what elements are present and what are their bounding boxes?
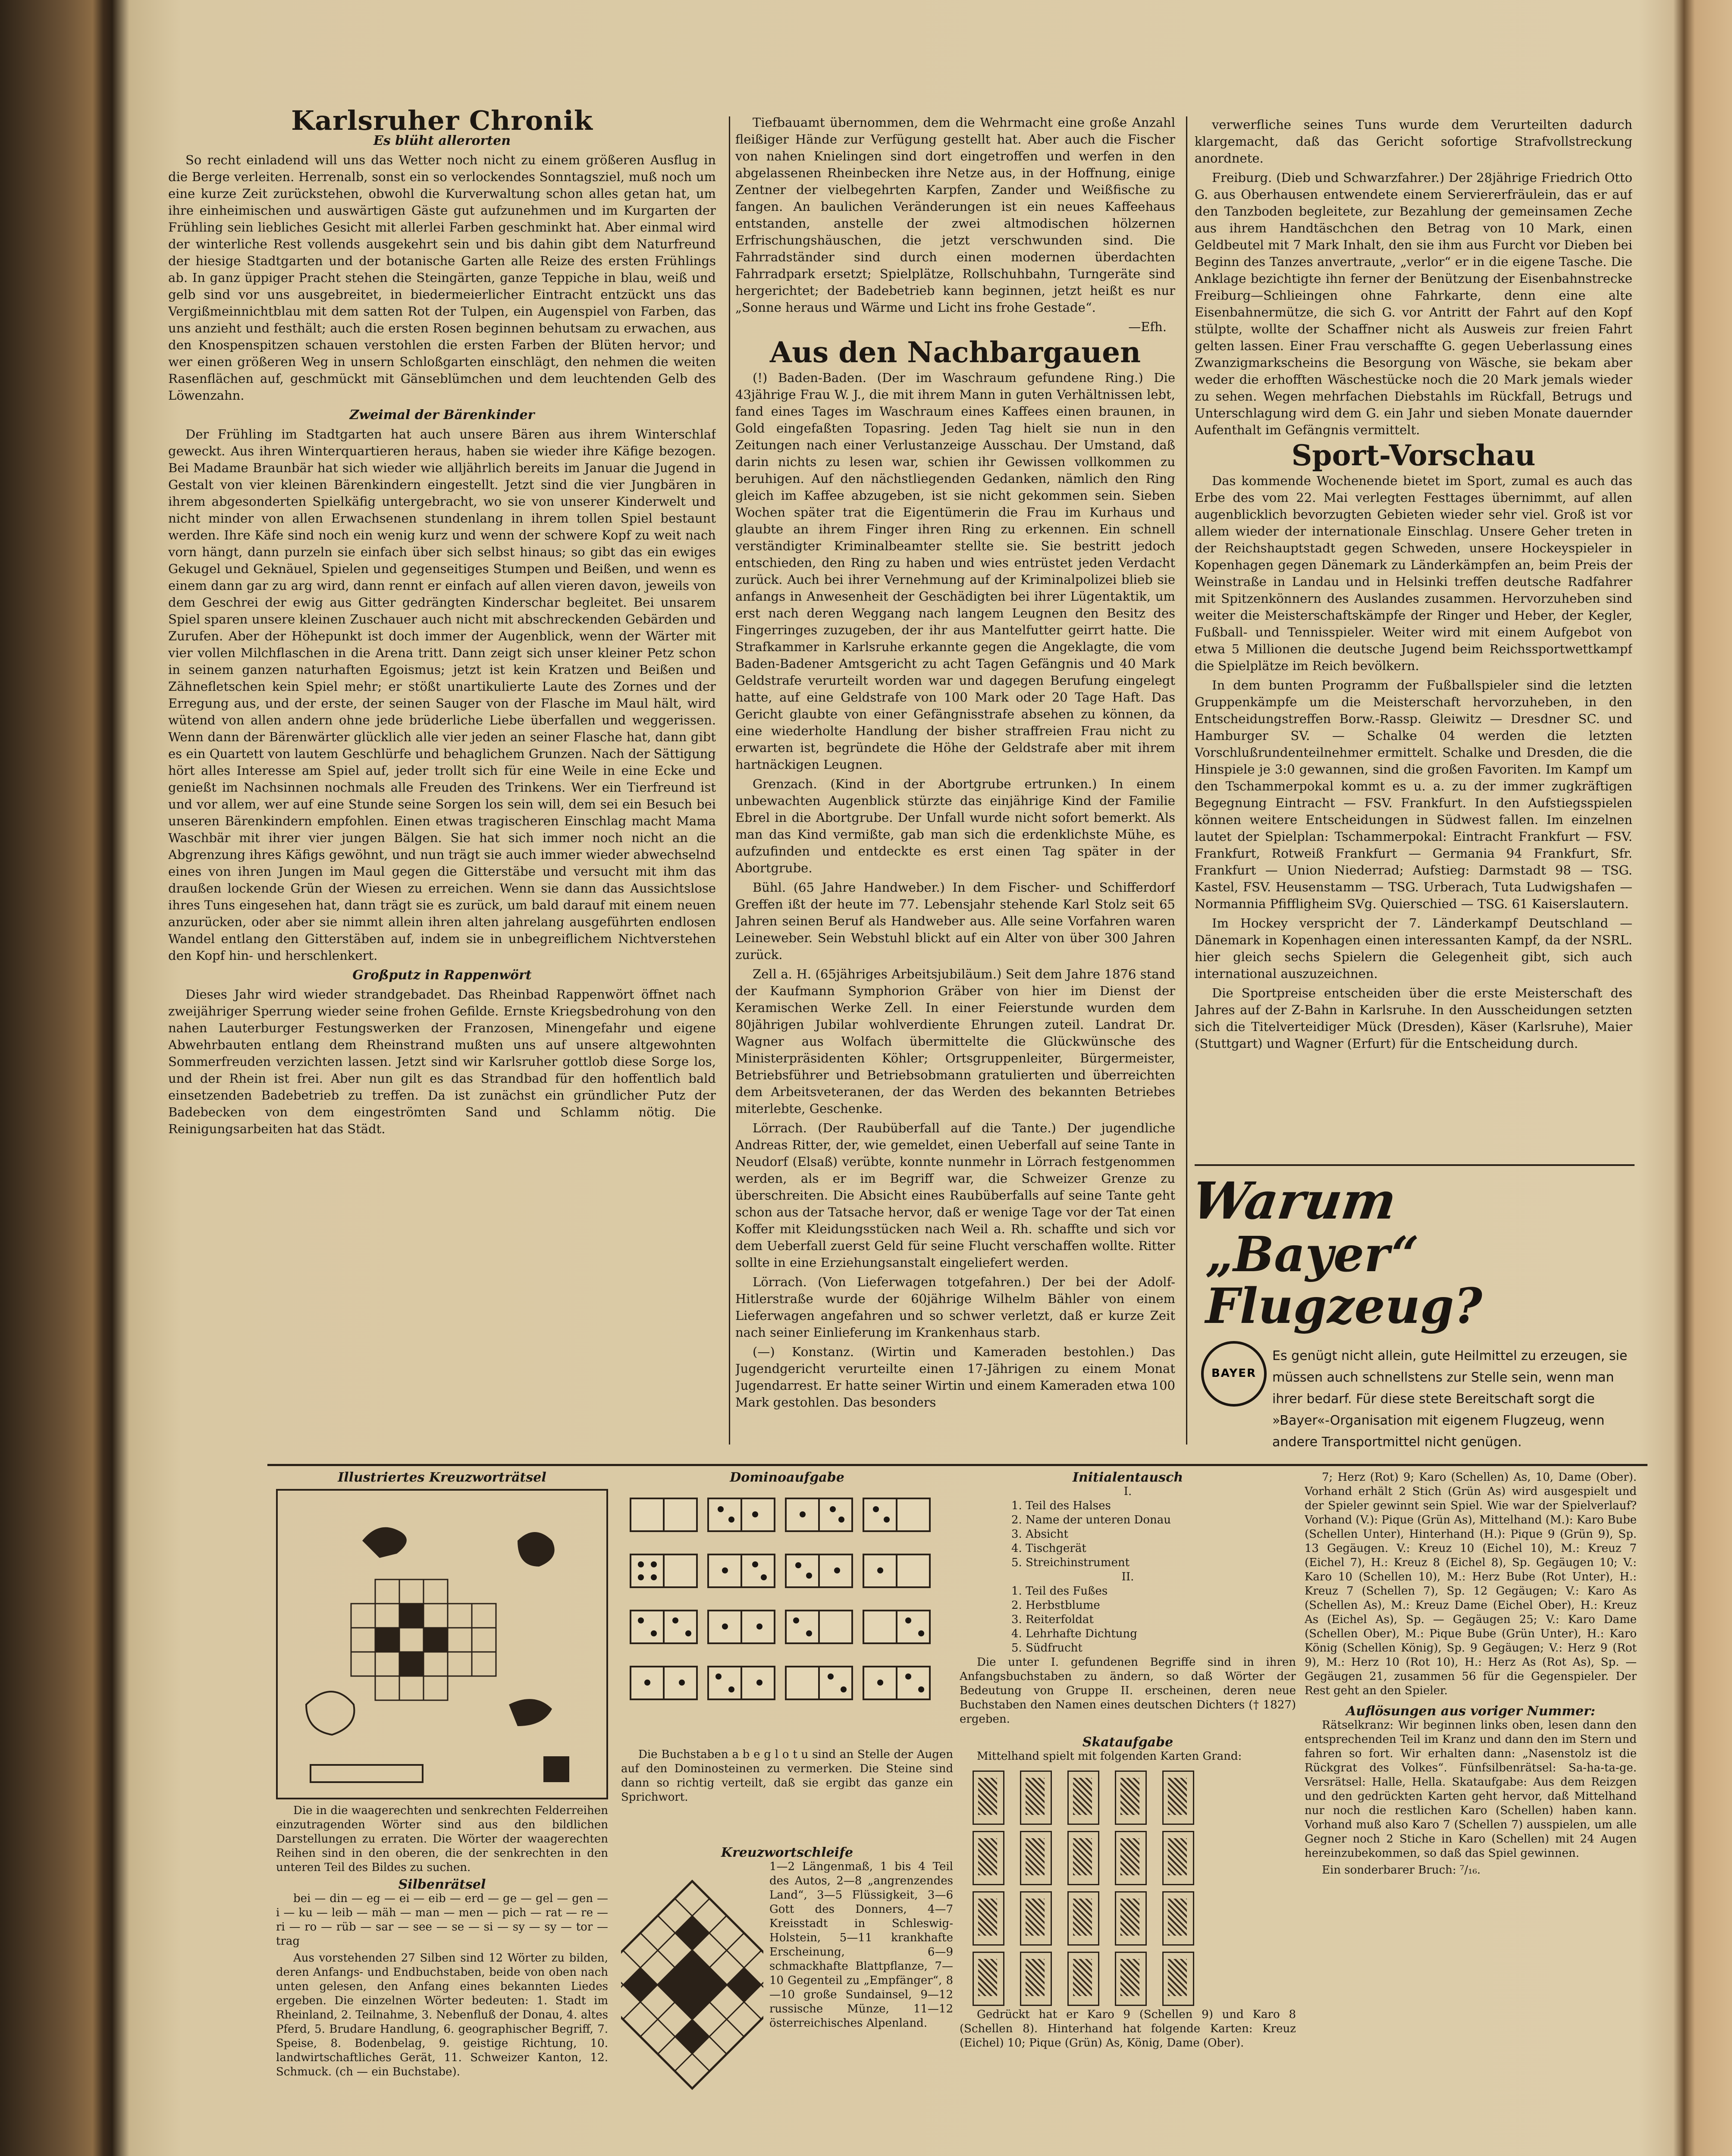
playing-card [1162,1831,1194,1885]
silben-instructions: Aus vorstehenden 27 Silben sind 12 Wörter zu bilden, deren Anfangs- und Endbuchstaben, beide von oben nach unten gelesen, den Anfang eines bekannten Liedes ergeben. Die einzelnen Wörter bedeuten: 1. Stadt im Rheinland, 2. Teilnahme, 3. Nebenfluß der Donau, 4. altes Pferd, 5. Brudare Handlung, 6. geographischer Begriff, 7. Speise, 8. Bodenbelag, 9. geistige Richtung, 10. landwirtschaftliches Gerät, 11. Schweizer Kanton, 12. Schmuck. (ch — ein Buchstabe). [276,1952,608,2078]
skat-cards [960,1766,1296,2008]
solutions-title: Auflösungen aus voriger Nummer: [1346,1704,1595,1719]
playing-card [1020,1831,1052,1885]
news-konstanz-end: verwerfliche seines Tuns wurde dem Verurteilten dadurch klargemacht, daß das Gericht sofortige Strafvollstreckung anordnete. [1195,117,1632,166]
silben-syllables: bei — din — eg — ei — eib — erd — ge — gel — gen — i — ku — leib — mäh — man — men — pich — rat — re — ri — ro — rüb — sar — see — se — si — sy — sy — tor — trag [276,1892,608,1948]
domino-tile [630,1554,698,1588]
playing-card [1115,1831,1147,1885]
domino-tile [785,1498,853,1532]
domino-tile [707,1610,775,1644]
column-nachbargauen [735,114,1175,1464]
chronik-paragraph-2: Der Frühling im Stadtgarten hat auch unsere Bären aus ihrem Winterschlaf geweckt. Aus ihren Winterquartieren heraus, haben sie wieder ihre Käfige bezogen. Bei Madame Braunbär hat sich wieder wie alljährlich bereits im Januar die Jugend in Gestalt von vier kleinen Bärenkindern eingestellt. Jetzt sind die vier Jungbären in ihrem abgesonderten Spielkäfig untergebracht, wo sie von unserer Kinderwelt und nicht minder von allen Erwachsenen stundenlang in ihrem tollen Spiel bestaunt werden. Ihre Käfe sind noch ein wenig kurz und wenn der schwere Kopf zu weit nach vorn hängt, dann purzeln sie einfach über sich selbst hinaus; so gibt das ein ewiges Gekugel und Geknäuel, Spielen und gegenseitiges Stumpen und Beißen, und wenn es einem dann gar zu arg wird, dann rennt er einfach auf allen vieren davon, jeweils von dem Geschrei der ewig aus Gitter gedrängten Kinderschar begleitet. Bei unsarem Spiel sparen unsere kleinen Zuschauer auch nicht mit abschreckenden Gebärden und Zurufen. Aber der Höhepunkt ist doch immer der Augenblick, wenn der Wärter mit vier vollen Milchflaschen in die Arena tritt. Dann zeigt sich unser kleiner Petz schon in seinem ganzen naturhaften Egoismus; jetzt ist kein Kratzen und Beißen und Zähnefletschen kein Spiel mehr; er stößt unartikulierte Laute des Zornes und der Erregung aus, und der erste, der seinen Sauger von der Flasche im Maul hält, wird wütend von allen andern ohne jede brüderliche Liebe überfallen und weggerissen. Wenn dann der Bärenwärter glücklich alle vier jeden an seiner Flasche hat, dann gibt es ein Quartett von lautem Geschlürfe und behaglichem Grunzen. Nach der Sättigung hört alles Interesse am Spiel auf, jeder trollt sich für eine Weile in eine Ecke und genießt im Nachsinnen nochmals alle Freuden des Trinkens. Wer ein Tierfreund ist und vor allem, wer auf eine Stunde seine Sorgen los sein will, dem sei ein Besuch bei unseren Bärenkindern empfohlen. Einen etwas tragischeren Einschlag macht Mama Waschbär mit ihrer vier jungen Bälgen. Sie hat sich immer noch nicht an die Abgrenzung ihres Käfigs gewöhnt, und nun trägt sie auch immer wieder abwechselnd eines von ihren Jungen im Maul gegen die Gitterstäbe und versucht mit ihm das draußen lockende Grün der Wiesen zu erreichen. Wenn sie dann das Aussichtslose ihres Tuns eingesehen hat, dann trägt sie es zurück, um bald darauf mit einem neuen anzurücken, oder aber sie nimmt allein ihren alten jahrelang ausgeführten endlosen Wandel entlang den Gitterstäben auf, indem sie in unbegreiflichem Nichtverstehen den Kopf hin- und herschlenkert. [168,427,716,963]
chronik-paragraph-3: Dieses Jahr wird wieder strandgebadet. Das Rheinbad Rappenwört öffnet nach zweijähriger Sperrung wieder seine frohen Gefilde. Ernste Kriegsbedrohung von den nahen Lauterburger Festungswerken der Franzosen, Minengefahr und eigene Abwehrbauten entlang dem Rheinstrand mußten uns auf unsere altgewohnten Sommerfreuden verzichten lassen. Jetzt sind wir Karlsruher gottlob diese Sorge los, und der Rhein ist frei. Aber nun gilt es das Strandbad für den hoffentlich bald einsetzenden Badebetrieb zu treffen. Da ist zunächst ein gründlicher Putz der Badebecken von dem eingeströmten Sand und Schlamm nötig. Die Reinigungsarbeiten hat das Städt. [168,987,716,1136]
crossword-illustration [276,1489,608,1799]
playing-card [973,1831,1004,1885]
schleife-diagram [621,1864,763,2106]
silben-title: Silbenrätsel [398,1877,486,1892]
column-rule-2 [1186,116,1187,1445]
bayer-advertisement [1188,1171,1654,1450]
initial-list-1: 1. Teil des Halses 2. Name der unteren Donau 3. Absicht 4. Tischgerät 5. Streichinstrument [1011,1499,1171,1569]
solutions-text: Rätselkranz: Wir beginnen links oben, lesen dann den entsprechenden Teil im Kranz und dann den im Stern und fahren so fort. Wir erhalten dann: „Nasenstolz ist die Rückgrat des Volkes“. Fünfsilbenrätsel: Sa-ha-ta-ge. Versrätsel: Halle, Hella. Skataufgabe: Aus dem Reizgen und den gedrückten Karten geht hervor, daß Mittelhand nur noch die restlichen Karo (Schellen) haben kann. Vorhand muß also Karo 7 (Schellen 7) ausspielen, um alle Gegner noch 2 Stiche in Karo (Schellen) mit 24 Augen hereinzubekommen, so daß das Spiel gewinnen. [1305,1719,1637,1860]
domino-tile [863,1666,931,1700]
chronik-sub-3: Großputz in Rappenwört [352,968,532,983]
playing-card [1115,1952,1147,2006]
playing-card [1115,1891,1147,1946]
ad-text: Es genügt nicht allein, gute Heilmittel zu erzeugen, sie müssen auch schnellstens zur Stelle sein, wenn man ihrer bedarf. Für diese stete Bereitschaft sorgt die »Bayer«-Organisation mit eigenem Flugzeug, wenn andere Transportmittel nicht genügen. [1272,1348,1628,1450]
crossword-instructions: Die in die waagerechten und senkrechten Felderreihen einzutragenden Wörter sind aus den bildlichen Darstellungen zu erraten. Die Wörter der waagerechten Reihen sind in den oberen, die der senkrechten in den unteren Teil des Bildes zu suchen. [276,1804,608,1874]
skat-text-2: Gedrückt hat er Karo 9 (Schellen 9) und Karo 8 (Schellen 8). Hinterhand hat folgende Karten: Kreuz (Eichel) 10; Pique (Grün) As, König, Dame (Ober). [960,2008,1296,2049]
playing-card [1162,1771,1194,1825]
author-sign: —Efh. [1128,320,1167,334]
domino-tile [863,1498,931,1532]
news-loerrach-1: Lörrach. (Der Raubüberfall auf die Tante.) Der jugendliche Andreas Ritter, der, wie gemeldet, einen Ueberfall auf seine Tante in Neudorf (Elsaß) verübte, konnte nunmehr in Lörrach festgenommen werden, als er im Begriff war, die Schweizer Grenze zu überschreiten. Die Absicht eines Raubüberfalls auf seine Tante geht schon aus der Tatsache hervor, daß er wenige Tage vor der Tat einen Koffer mit Kleidungsstücken nach Weil a. Rh. schaffte und sich vor dem Ueberfall zuerst Geld für seine Flucht verschaffen wollte. Ritter sollte in eine Erziehungsanstalt eingeliefert werden. [735,1121,1175,1270]
domino-tile [785,1610,853,1644]
column-sport [1195,116,1632,1160]
chronik-headline: Karlsruher Chronik [291,108,593,136]
domino-tile [630,1498,698,1532]
puzzle-divider [267,1464,1647,1466]
skat-intro: Mittelhand spielt mit folgenden Karten Grand: [977,1750,1242,1763]
kreuzwortschleife [621,1846,953,2156]
sport-paragraph-2: In dem bunten Programm der Fußballspieler sind die letzten Gruppenkämpfe um die Meisterschaft hervorzuheben, in den Entscheidungstreffen Borw.-Rassp. Gleiwitz — Dresdner SC. und Hamburger SV. — Schalke 04 werden die letzten Vorschlußrundenteilnehmer ermittelt. Schalke und Dresden, die die Hinspiele je 3:0 gewannen, sind die großen Favoriten. Im Kampf um den Tschammerpokal kommt es u. a. zu der immer zugkräftigen Begegnung Eintracht — FSV. Frankfurt. In den Aufstiegsspielen können weitere Entscheidungen in Südwest fallen. Im einzelnen lautet der Spielplan: Tschammerpokal: Eintracht Frankfurt — FSV. Frankfurt, Rotweiß Frankfurt — Germania 94 Frankfurt, Sfr. Frankfurt — Union Niederrad; Aufstieg: Darmstadt 98 — TSG. Kastel, FSV. Heusenstamm — TSG. Urberach, Tuta Ludwigshafen — Normannia Pfiffligheim SVg. Quierschied — TSG. 61 Kaiserslautern. [1195,678,1632,911]
playing-card [1162,1952,1194,2006]
chronik-paragraph-1: So recht einladend will uns das Wetter noch nicht zu einem größeren Ausflug in die Berge verleiten. Herrenalb, sonst ein so verlockendes Sonntagsziel, muß noch um eine kurze Zeit zurückstehen, obwohl die Kurverwaltung schon alles getan hat, um ihre einheimischen und auswärtigen Gäste gut aufzunehmen und im Kurgarten der Frühling sein liebliches Gesicht mit allerlei Farben geschminkt hat. Aber einmal wird der winterliche Rest vollends ausgekehrt sein und bis dahin gibt dem Naturfreund der hiesige Stadtgarten und der botanische Garten alle Reize des ersten Frühlings ab. In ganz üppiger Pracht stehen die Steingärten, ganze Teppiche in blau, weiß und gelb sind vor uns ausgebreitet, in biedermeierlicher Eintracht entzückt uns das Vergißmeinnichtblau mit dem satten Rot der Tulpen, ein Augenspiel von Farben, das uns anzieht und festhält; auch die ersten Rosen beginnen behutsam zu erwachen, aus den Knospenspitzen schauen verstohlen die ersten Farben der Blüten hervor; und wer einen größeren Weg in unsern Schloßgarten einschlägt, den nehmen die weiten Rasenflächen auf, geschmückt mit Gänseblümchen und dem leuchtenden Gelb des Löwenzahn. [168,153,716,403]
playing-card [1067,1831,1099,1885]
chronik-sub-2: Zweimal der Bärenkinder [349,407,535,423]
skat-solution-text: 7; Herz (Rot) 9; Karo (Schellen) As, 10, Dame (Ober). Vorhand erhält 2 Stich (Grün As) wird ausgespielt und der Spieler gewinnt sein Spiel. Wie war der Spielverlauf? Vorhand (V.): Pique (Grün As), Mittelhand (M.): Karo Bube (Schellen Unter), Hinterhand (H.): Pique 9 (Grün 9), Sp. 13 Gegäugen. V.: Kreuz 10 (Eichel 10), M.: Kreuz 7 (Eichel 7), H.: Kreuz 8 (Eichel 8), Sp. Gegäugen 10; V.: Karo 10 (Schellen 10), M.: Herz Bube (Rot Unter), H.: Kreuz 7 (Schellen 7), Sp. 12 Gegäugen; V.: Karo As (Schellen As), M.: Kreuz Dame (Eichel Ober), H.: Kreuz As (Eichel As), Sp. — Gegäugen 25; V.: Karo Dame (Schellen Ober), M.: Pique Bube (Grün Unter), H.: Karo König (Schellen König), Sp. 9 Gegäugen; V.: Herz 9 (Rot 9), M.: Herz 10 (Rot 10), H.: Herz As (Rot As), Sp. — Gegäugen 21, zusammen 56 für die Gegenspieler. Der Rest geht an den Spieler. [1305,1471,1637,1697]
playing-card [1162,1891,1194,1946]
chronik-sub-1: Es blüht allerorten [373,133,511,148]
column-rule-1 [729,116,730,1445]
news-freiburg: Freiburg. (Dieb und Schwarzfahrer.) Der 28jährige Friedrich Otto G. aus Oberhausen entwendete einem Serviererfräulein, das er auf den Tanzboden begleitete, zur Bezahlung der gemeinsamen Zeche aus ihrem Handtäschchen den Betrag von 10 Mark, einen Geldbeutel mit 7 Mark Inhalt, den sie ihm aus Furcht vor Dieben bei Beginn des Tanzes anvertraute, „verlor“ er in die eigene Tasche. Die Anklage bezichtigte ihn ferner der Benützung der Eisenbahnstrecke Freiburg—Schlieingen ohne Fahrkarte, denn eine alte Eisenbahnermütze, die sich G. vor Antritt der Fahrt auf den Kopf stülpte, wollte der Schaffner nicht als Ausweis zur freien Fahrt gelten lassen. Einer Frau verschaffte G. gegen Ueberlassung eines Zwanzigmarkscheins die Besorgung von Wäsche, sie bekam aber weder die erhofften Wäschestücke noch die 20 Mark jemals wieder zu sehen. Wegen mehrfachen Diebstahls im Rückfall, Betrugs und Unterschlagung wird dem G. ein Jahr und sieben Monate dauernder Aufenthalt im Gefängnis vermittelt. [1195,170,1632,437]
sport-paragraph-3: Im Hockey verspricht der 7. Länderkampf Deutschland — Dänemark in Kopenhagen einen interessanten Kampf, da der NSRL. hier gleich sechs Spielern die Gelegenheit gibt, sich auch international auszuzeichnen. [1195,916,1632,981]
playing-card [973,1891,1004,1946]
playing-card [1067,1771,1099,1825]
playing-card [1115,1771,1147,1825]
bayer-logo: BAYER [1201,1341,1267,1407]
playing-card [973,1952,1004,2006]
news-baden-baden: (!) Baden-Baden. (Der im Waschraum gefundene Ring.) Die 43jährige Frau W. J., die mit ihrem Mann in guten Verhältnissen lebt, fand eines Tages im Waschraum eines Kaffees einen braunen, in Gold eingefaßten Topasring. Jeden Tag hielt sie nun in den Zeitungen nach einer Verlustanzeige Ausschau. Der Umstand, daß darin nichts zu lesen war, schien ihr Gewissen vollkommen zu beruhigen. Auf den nächstliegenden Gedanken, nämlich den Ring gleich im Kaffee abzugeben, ist sie nicht gekommen sein. Sieben Wochen später trat die Eigentümerin die Frau im Kurhaus und glaubte an ihrem Finger ihren Ring zu erkennen. Ein schnell verständigter Kriminalbeamter stellte sie. Sie bestritt jedoch entschieden, den Ring zu haben und wies entrüstet jeden Verdacht zurück. Auch bei ihrer Vernehmung auf der Kriminalpolizei blieb sie anfangs in Anwesenheit der Geschädigten bei ihrer Lügentaktik, um erst nach deren Weggang nach langem Leugnen den Besitz des Fingerringes zuzugeben, der ihr aus Mantelfutter geirrt hatte. Die Strafkammer in Karlsruhe erkannte gegen die Angeklagte, die vom Baden-Badener Amtsgericht zu acht Tagen Gefängnis und 40 Mark Geldstrafe verurteilt worden war und dagegen Berufung eingelegt hatte, auf eine Geldstrafe von 100 Mark oder 20 Tage Haft. Das Gericht glaubte von einer Gefängnisstrafe absehen zu können, da eine wiederholte Handlung der bisher straffreien Frau nicht zu erwarten ist, begründete die Höhe der Geldstrafe aber mit ihrem hartnäckigen Leugnen. [735,370,1175,772]
domino-tile [863,1610,931,1644]
column-chronik [168,108,716,1445]
sonderbarer-bruch: Ein sonderbarer Bruch: ⁷/₁₆. [1322,1864,1481,1877]
schleife-title: Kreuzwortschleife [721,1846,853,1860]
initial-group-2-label: II. [1121,1570,1134,1583]
domino-puzzle [621,1470,953,1902]
puzzle-solutions [1305,1470,1637,2156]
playing-card [1020,1771,1052,1825]
domino-tile [707,1554,775,1588]
sport-paragraph-1: Das kommende Wochenende bietet im Sport, zumal es auch das Erbe des vom 22. Mai verlegten Festtages übernimmt, auf allen augenblicklich bevorzugten Gebieten wieder sehr viel. Groß ist vor allem wieder der internationale Einschlag. Unsere Geher treten in der Reichshauptstadt gegen Schweden, unsere Hockeyspieler in Kopenhagen gegen Dänemark zu Länderkämpfen an, beim Preis der Weinstraße in Landau und in Helsinki treffen deutsche Radfahrer mit Spitzenkönnern des Auslandes zusammen. Hervorzuheben sind weiter die Meisterschaftskämpfe der Ringer und Heber, der Kegler, Fußball- und Tennisspieler. Weiter wird mit einem Aufgebot von etwa 5 Millionen die deutsche Jugend beim Reichssportwettkampf die Spielplätze im Reich bevölkern. [1195,473,1632,673]
nachbargauen-headline: Aus den Nachbargauen [769,335,1141,369]
domino-tile [863,1554,931,1588]
playing-card [1067,1891,1099,1946]
domino-tile [630,1610,698,1644]
news-zell: Zell a. H. (65jähriges Arbeitsjubiläum.) Seit dem Jahre 1876 stand der Kaufmann Symphorion Gräber von hier im Dienst der Keramischen Werke Zell. In einer Feierstunde wurden dem 80jährigen Jubilar wohlverdiente Ehrungen zuteil. Landrat Dr. Wagner aus Wolfach übermittelte die Glückwünsche des Ministerpräsidenten Köhler; Ortsgruppenleiter, Bürgermeister, Betriebsführer und Betriebsobmann gratulierten und überreichten dem Arbeitsveteranen, der das Werden des bekannten Betriebes miterlebte, Geschenke. [735,967,1175,1116]
initial-instructions: Die unter I. gefundenen Begriffe sind in ihren Anfangsbuchstaben zu ändern, so daß Wörter der Bedeutung von Gruppe II. erscheinen, deren neue Buchstaben den Namen eines deutschen Dichters († 1827) ergeben. [960,1656,1296,1726]
news-loerrach-2: Lörrach. (Von Lieferwagen totgefahren.) Der bei der Adolf-Hitlerstraße wurde der 60jährige Wilhelm Bähler von einem Lieferwagen angefahren und so schwer verletzt, daß er kurze Zeit nach seiner Einlieferung im Krankenhaus starb. [735,1275,1175,1340]
initial-list-2: 1. Teil des Fußes 2. Herbstblume 3. Reiterfoldat 4. Lehrhafte Dichtung 5. Südfrucht [1011,1585,1137,1655]
sport-paragraph-4: Die Sportpreise entscheiden über die erste Meisterschaft des Jahres auf der Z-Bahn in Karlsruhe. In den Ausscheidungen setzten sich die Titelverteidiger Mück (Dresden), Käser (Karlsruhe), Maier (Stuttgart) und Wagner (Erfurt) für die Entscheidung durch. [1195,986,1632,1051]
domino-tile [707,1666,775,1700]
crossword-title: Illustriertes Kreuzworträtsel [338,1470,546,1485]
playing-card [1067,1952,1099,2006]
ad-headline-flugzeug: „Bayer“ Flugzeug? [1205,1226,1483,1335]
playing-card [973,1771,1004,1825]
illustrated-crossword [276,1470,608,2156]
domino-tile [707,1498,775,1532]
initial-group-1-label: I. [1123,1485,1132,1498]
initial-title: Initialentausch [1072,1470,1183,1485]
schleife-clues: 1—2 Längenmaß, 1 bis 4 Teil des Autos, 2—8 „angrenzendes Land“, 3—5 Flüssigkeit, 3—6 Gott des Donners, 4—7 Kreisstadt in Schleswig-Holstein, 5—11 krankhafte Erscheinung, 6—9 schmackhafte Blattpflanze, 7—10 Gegenteil zu „Empfänger“, 8—10 große Sundainsel, 9—12 russische Münze, 11—12 österreichisches Alpenland. [769,1860,953,2030]
news-buehl: Bühl. (65 Jahre Handweber.) In dem Fischer- und Schifferdorf Greffen ißt der heute im 77. Lebensjahr stehende Karl Stolz seit 65 Jahren seinen Beruf als Handweber aus. Alle seine Vorfahren waren Leineweber. Sein Webstuhl blickt auf ein Alter von über 300 Jahren zurück. [735,880,1175,962]
initialentausch [960,1470,1296,2156]
news-grenzach: Grenzach. (Kind in der Abortgrube ertrunken.) In einem unbewachten Augenblick stürzte das einjährige Kind der Familie Ebrel in die Abortgrube. Der Unfall wurde nicht sofort bemerkt. Als man das Kind vermißte, gab man sich die erdenklichste Mühe, es aufzufinden und entdeckte es erst einen Tag später in der Abortgrube. [735,777,1175,875]
skat-title: Skataufgabe [1082,1735,1173,1750]
domino-title: Dominoaufgabe [730,1470,844,1485]
binding-edge [0,0,129,2156]
playing-card [1020,1952,1052,2006]
sport-ad-divider [1195,1164,1635,1166]
domino-tile [785,1666,853,1700]
domino-tile [785,1554,853,1588]
rappenwoert-continued: Tiefbauamt übernommen, dem die Wehrmacht eine große Anzahl fleißiger Hände zur Verfügung gestellt hat. Aber auch die Fischer von nahen Knielingen sind dort eingetroffen und werfen in den abgelassenen Rheinbecken ihre Netze aus, in der Hoffnung, einige Zentner der vielbegehrten Karpfen, Zander und Weißfische zu fangen. An baulichen Veränderungen ist ein neues Kaffeehaus entstanden, anstelle der zwei altmodischen hölzernen Erfrischungshäuschen, die jetzt verschwunden sind. Die Fahrradständer sind durch einen modernen überdachten Fahrradpark ersetzt; Spielplätze, Rollschuhbahn, Turngeräte sind hergerichtet; der Badebetrieb kann beginnen, jetzt heißt es nur „Sonne heraus und Wärme und Licht ins frohe Gestade“. [735,115,1175,315]
domino-instructions: Die Buchstaben a b e g l o t u sind an Stelle der Augen auf den Dominosteinen zu vermerken. Die Steine sind dann so richtig verteilt, daß sie ergibt das ganze ein Sprichwort. [621,1748,953,1804]
sport-headline: Sport-Vorschau [1291,439,1536,472]
ad-headline-warum: Warum [1188,1171,1400,1231]
playing-card [1020,1891,1052,1946]
domino-tile [630,1666,698,1700]
domino-grid [621,1489,953,1748]
news-konstanz: (—) Konstanz. (Wirtin und Kameraden bestohlen.) Das Jugendgericht verurteilte einen 17-Jährigen zu einem Monat Jugendarrest. Er hatte seiner Wirtin und einem Kameraden etwa 100 Mark gestohlen. Das besonders [735,1344,1175,1410]
